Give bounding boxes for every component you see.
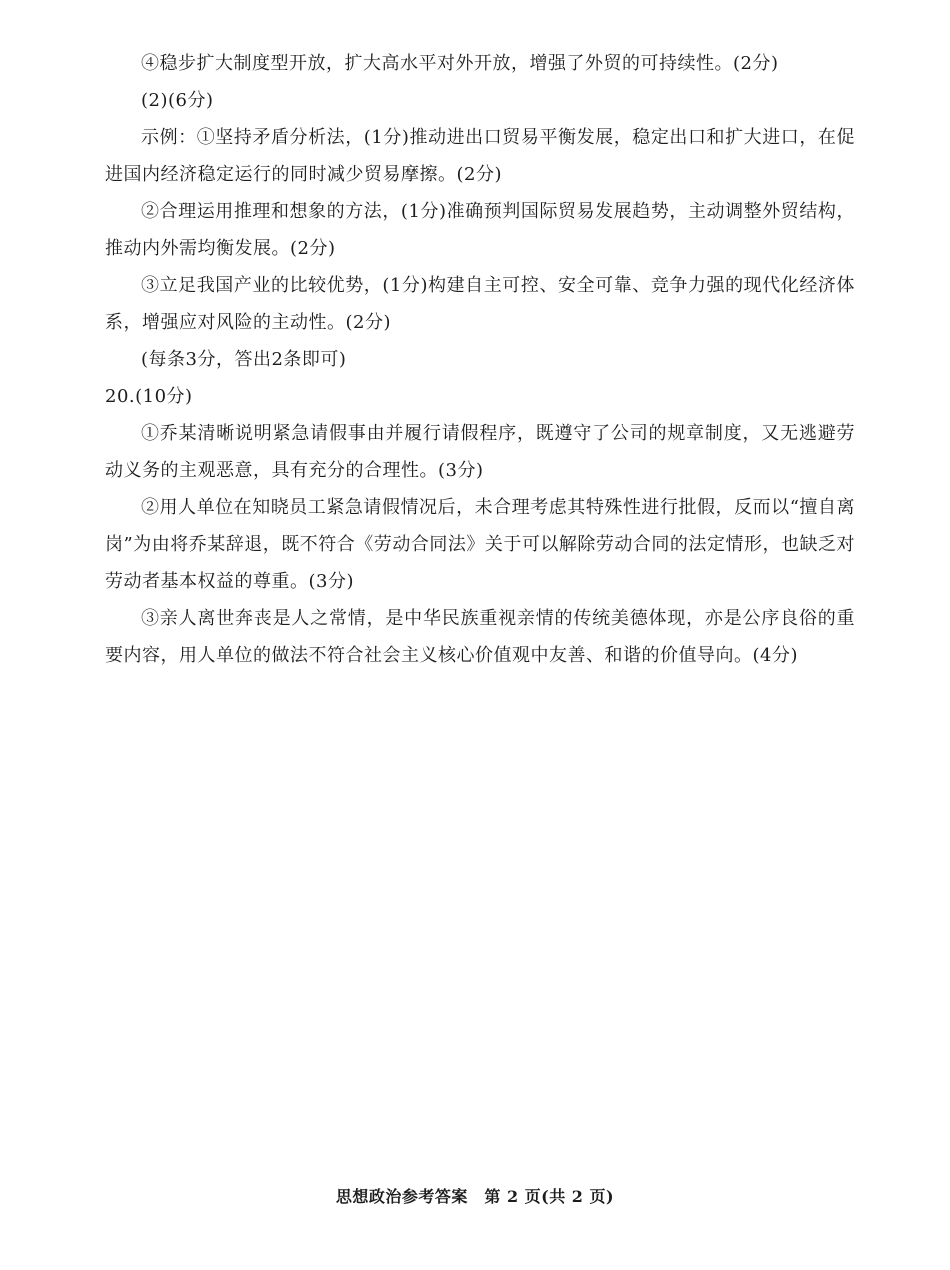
answer-20-point-3: ③亲人离世奔丧是人之常情，是中华民族重视亲情的传统美德体现，亦是公序良俗的重要内容，用人单位的做法不符合社会主义核心价值观中友善、和谐的价值导向。(4分) (105, 608, 855, 666)
answer-paragraph-1: ④稳步扩大制度型开放，扩大高水平对外开放，增强了外贸的可持续性。(2分) (141, 53, 779, 74)
question-20-heading: 20.(10分) (105, 386, 193, 407)
answer-paragraph-example-1: 示例：①坚持矛盾分析法，(1分)推动进出口贸易平衡发展，稳定出口和扩大进口，在促进国内经济稳定运行的同时减少贸易摩擦。(2分) (105, 127, 855, 185)
page-footer: 思想政治参考答案 第 2 页(共 2 页) (335, 1187, 615, 1206)
sub-question-heading: (2)(6分) (141, 90, 214, 111)
answer-content (105, 45, 855, 674)
answer-paragraph-example-2: ②合理运用推理和想象的方法，(1分)准确预判国际贸易发展趋势，主动调整外贸结构，推动内外需均衡发展。(2分) (105, 201, 855, 259)
scoring-note: (每条3分，答出2条即可) (141, 349, 347, 370)
answer-20-point-2: ②用人单位在知晓员工紧急请假情况后，未合理考虑其特殊性进行批假，反而以“擅自离岗”为由将乔某辞退，既不符合《劳动合同法》关于可以解除劳动合同的法定情形，也缺乏对劳动者基本权益的尊重。(3分) (105, 497, 855, 592)
answer-paragraph-example-3: ③立足我国产业的比较优势，(1分)构建自主可控、安全可靠、竞争力强的现代化经济体系，增强应对风险的主动性。(2分) (105, 275, 855, 333)
answer-20-point-1: ①乔某清晰说明紧急请假事由并履行请假程序，既遵守了公司的规章制度，又无逃避劳动义务的主观恶意，具有充分的合理性。(3分) (105, 423, 855, 481)
